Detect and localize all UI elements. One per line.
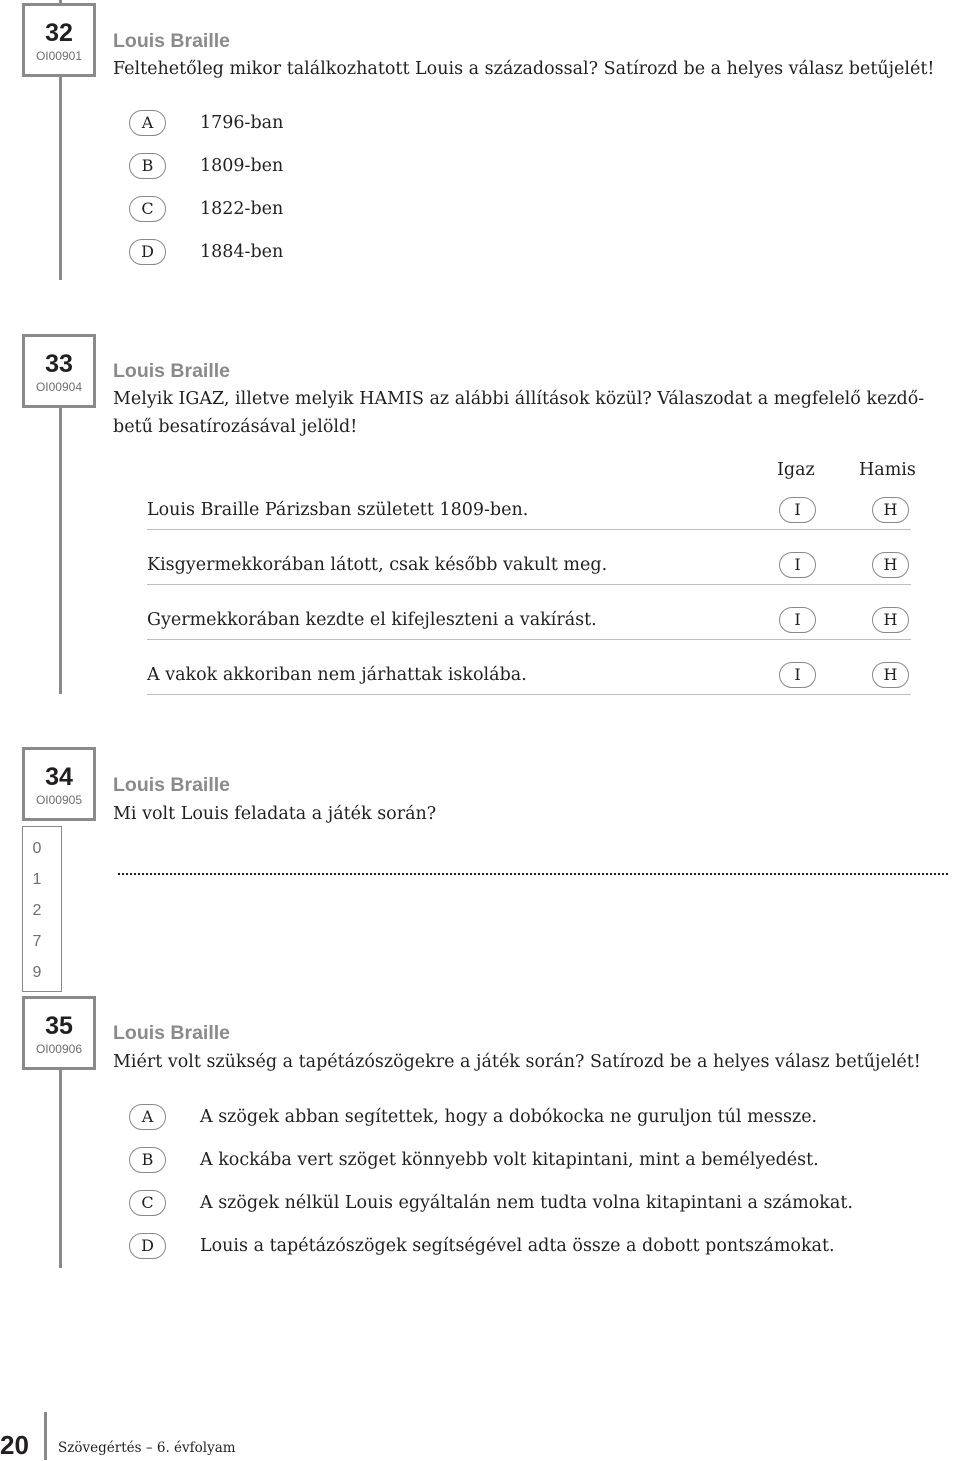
option-a-letter[interactable]: A <box>129 1104 166 1130</box>
question-code: OI00906 <box>35 1042 83 1056</box>
question-number: 32 <box>45 19 73 47</box>
question-35-title: Louis Braille <box>113 1022 231 1044</box>
question-32-text: Feltehetőleg mikor találkozhatott Louis a századossal? Satírozd be a helyes válasz betűjelét! <box>113 59 935 79</box>
question-33-number-box <box>22 334 96 408</box>
page-number: 20 <box>0 1430 29 1460</box>
option-a-text: A szögek abban segítettek, hogy a dobókocka ne guruljon túl messze. <box>200 1107 818 1127</box>
question-33-text-line-1: Melyik IGAZ, illetve melyik HAMIS az alábbi állítások közül? Válaszodat a megfelelő kezdő- <box>113 389 925 409</box>
footer-divider <box>44 1412 47 1460</box>
statement-1-true-pill[interactable]: I <box>779 497 816 523</box>
score-option[interactable]: 1 <box>32 871 42 888</box>
statement-3-false-pill[interactable]: H <box>872 607 909 633</box>
score-option[interactable]: 9 <box>32 964 42 981</box>
option-b-letter[interactable]: B <box>129 153 166 179</box>
question-number: 34 <box>45 763 73 791</box>
option-c-letter[interactable]: C <box>129 196 166 222</box>
question-34-title: Louis Braille <box>113 774 231 796</box>
question-35-text: Miért volt szükség a tapétázószögekre a játék során? Satírozd be a helyes válasz betűjelét! <box>113 1052 921 1072</box>
statement-1-false-pill[interactable]: H <box>872 497 909 523</box>
score-option[interactable]: 2 <box>32 902 42 919</box>
statement-3-true-pill[interactable]: I <box>779 607 816 633</box>
option-d-letter[interactable]: D <box>129 1233 166 1259</box>
statement-divider <box>147 639 911 640</box>
option-d-letter[interactable]: D <box>129 239 166 265</box>
statement-divider <box>147 584 911 585</box>
question-code: OI00904 <box>35 380 83 394</box>
statement-2-false-pill[interactable]: H <box>872 552 909 578</box>
statement-3: Gyermekkorában kezdte el kifejleszteni a vakírást. <box>147 610 597 630</box>
statement-4: A vakok akkoriban nem járhattak iskolába. <box>147 665 527 685</box>
column-header-false: Hamis <box>859 460 916 480</box>
question-35-number-box <box>22 996 96 1070</box>
option-b-letter[interactable]: B <box>129 1147 166 1173</box>
option-a-text: 1796-ban <box>200 113 284 133</box>
option-a-letter[interactable]: A <box>129 110 166 136</box>
answer-line[interactable] <box>118 872 948 875</box>
option-b-text: A kockába vert szöget könnyebb volt kitapintani, mint a bemélyedést. <box>200 1150 819 1170</box>
option-b-text: 1809-ben <box>200 156 284 176</box>
statement-4-true-pill[interactable]: I <box>779 662 816 688</box>
question-34-text: Mi volt Louis feladata a játék során? <box>113 804 437 824</box>
option-c-text: A szögek nélkül Louis egyáltalán nem tudta volna kitapintani a számokat. <box>200 1193 853 1213</box>
question-code: OI00905 <box>35 793 83 807</box>
question-33-title: Louis Braille <box>113 360 231 382</box>
option-c-text: 1822-ben <box>200 199 284 219</box>
option-d-text: Louis a tapétázószögek segítségével adta össze a dobott pontszámokat. <box>200 1236 835 1256</box>
question-32-number-box <box>22 3 96 77</box>
question-code: OI00901 <box>35 49 83 63</box>
question-33-text-line-2: betű besatírozásával jelöld! <box>113 417 358 437</box>
statement-divider <box>147 529 911 530</box>
statement-4-false-pill[interactable]: H <box>872 662 909 688</box>
question-number: 35 <box>45 1012 73 1040</box>
question-34-number-box <box>22 747 96 821</box>
statement-2-true-pill[interactable]: I <box>779 552 816 578</box>
column-header-true: Igaz <box>777 460 815 480</box>
score-option[interactable]: 7 <box>32 933 42 950</box>
option-c-letter[interactable]: C <box>129 1190 166 1216</box>
question-number: 33 <box>45 350 73 378</box>
statement-divider <box>147 694 911 695</box>
option-d-text: 1884-ben <box>200 242 284 262</box>
statement-2: Kisgyermekkorában látott, csak később vakult meg. <box>147 555 608 575</box>
score-option[interactable]: 0 <box>32 840 42 857</box>
footer-text: Szövegértés – 6. évfolyam <box>58 1440 236 1456</box>
statement-1: Louis Braille Párizsban született 1809-ben. <box>147 500 529 520</box>
question-32-title: Louis Braille <box>113 30 231 52</box>
